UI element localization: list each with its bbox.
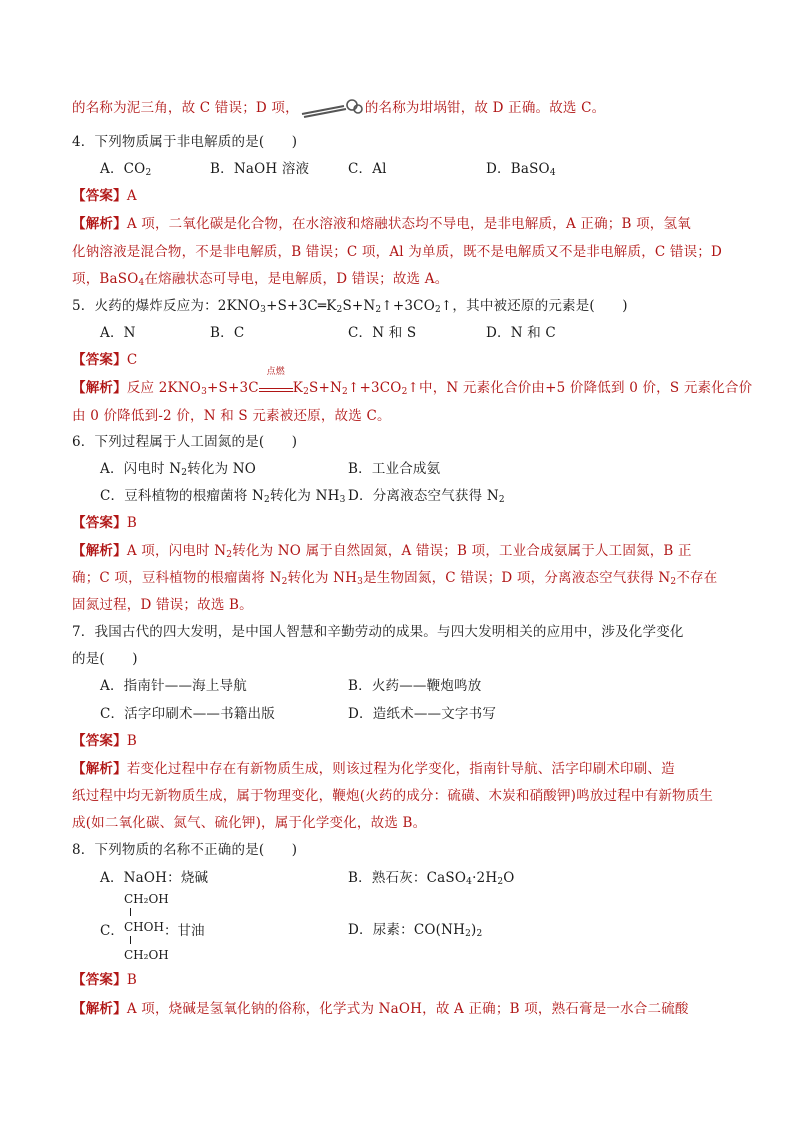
q5-answer: 【答案】C [72,352,138,368]
question-7-options-row-1 [100,674,734,698]
q8-answer: 【答案】B [72,972,137,988]
q7-analysis-line-2: 纸过程中均无新物质生成，属于物理变化，鞭炮(火药的成分：硫磺、木炭和硝酸钾)鸣放过程中有新物质生 [72,788,714,804]
q6-option-d: D．分离液态空气获得 $N_2$ [348,488,505,505]
reaction-condition-ignite: 点燃 [259,376,293,392]
question-6-stem: 6．下列过程属于人工固氮的是( ) [72,434,298,450]
q6-option-b: B．工业合成氨 [348,461,441,477]
q8-option-a: A．NaOH：烧碱 [100,870,209,886]
q5-option-a: A．N [100,325,136,341]
q5-analysis-line-1: 【解析】反应 $2KNO_3+S+3C$ 点燃 $K_2S+N_2↑+3CO_2↑$中，N 元素化合价由+5 价降低到 0 价，S 元素化合价 [72,367,753,397]
q6-answer: 【答案】B [72,515,137,531]
q4-analysis-line-3: 项，BaSO$_4$在熔融状态可导电，是电解质，D 错误；故选 A。 [72,271,449,288]
question-5-stem: 5．火药的爆炸反应为：$2KNO_3+S+3C═K_2S+N_2↑+3CO_2↑$，其中被还原的元素是( ) [72,298,628,315]
q5-option-c: C．N 和 S [348,325,417,341]
q4-option-b: B．NaOH 溶液 [210,161,310,177]
q5-option-b: B．C [210,325,245,341]
previous-analysis-continuation: 的名称为泥三角，故 C 错误；D 项， 的名称为坩埚钳，故 D 正确。故选 C。 [72,96,734,120]
q6-analysis-line-3: 固氮过程，D 错误；故选 B。 [72,597,253,613]
q4-analysis-line-2: 化钠溶液是混合物，不是非电解质，B 错误；C 项，Al 为单质，既不是电解质又不是非电解质，C 错误；D [72,244,723,260]
q4-option-d: D．BaSO$_4$ [486,161,556,178]
q6-option-a: A．闪电时 $N_2$转化为 NO [100,461,257,478]
q6-analysis-line-1: 【解析】A 项，闪电时 $N_2$转化为 NO 属于自然固氮，A 错误；B 项，工业合成氨属于人工固氮，B 正 [72,543,692,560]
question-5-options [100,321,734,345]
q8-option-b: B．熟石灰：$CaSO_4\cdot 2H_2O$ [348,870,515,887]
question-4-stem: 4．下列物质属于非电解质的是( ) [72,134,298,150]
q7-option-c: C．活字印刷术——书籍出版 [100,706,275,722]
q8-option-c-glycerol-structure: CH₂OH C． CHOH ：甘油 CH₂OH [100,892,205,962]
question-6-options-row-2 [100,484,734,508]
q4-option-a: A．$CO_2$ [100,161,152,178]
q7-answer: 【答案】B [72,733,137,749]
q4-analysis-line-1: 【解析】A 项，二氧化碳是化合物，在水溶液和熔融状态均不导电，是非电解质，A 正确；B 项，氢氧 [72,216,691,232]
q6-analysis-line-2: 确；C 项，豆科植物的根瘤菌将 $N_2$转化为 $NH_3$是生物固氮，C 错误；D 项，分离液态空气获得 $N_2$不存在 [72,570,718,587]
crucible-tongs-icon [300,98,364,120]
q5-analysis-line-2: 由 0 价降低到-2 价，N 和 S 元素被还原，故选 C。 [72,408,391,424]
question-8-options-row-1 [100,866,734,890]
q7-option-a: A．指南针——海上导航 [100,678,247,694]
q5-option-d: D．N 和 C [486,325,556,341]
q8-analysis-line-1: 【解析】A 项，烧碱是氢氧化钠的俗称，化学式为 NaOH，故 A 正确；B 项，熟石膏是一水合二硫酸 [72,1001,689,1017]
question-7-stem-line-2: 的是( ) [72,651,138,667]
question-8-stem: 8．下列物质的名称不正确的是( ) [72,842,298,858]
question-6-options-row-1 [100,457,734,481]
question-4-options [100,157,734,181]
question-7-stem-line-1: 7．我国古代的四大发明，是中国人智慧和辛勤劳动的成果。与四大发明相关的应用中，涉及化学变化 [72,624,684,640]
q4-answer: 【答案】A [72,188,137,204]
q7-analysis-line-1: 【解析】若变化过程中存在有新物质生成，则该过程为化学变化，指南针导航、活字印刷术印刷、造 [72,761,675,777]
question-7-options-row-2 [100,702,734,726]
q4-option-c: C．Al [348,161,387,177]
q7-option-b: B．火药——鞭炮鸣放 [348,678,482,694]
q7-option-d: D．造纸术——文字书写 [348,706,497,722]
q7-analysis-line-3: 成(如二氧化碳、氮气、硫化钾)，属于化学变化，故选 B。 [72,815,427,831]
q6-option-c: C．豆科植物的根瘤菌将 $N_2$转化为 $NH_3$ [100,488,346,505]
q8-option-d: D．尿素：$CO(NH_2)_2$ [348,922,483,939]
